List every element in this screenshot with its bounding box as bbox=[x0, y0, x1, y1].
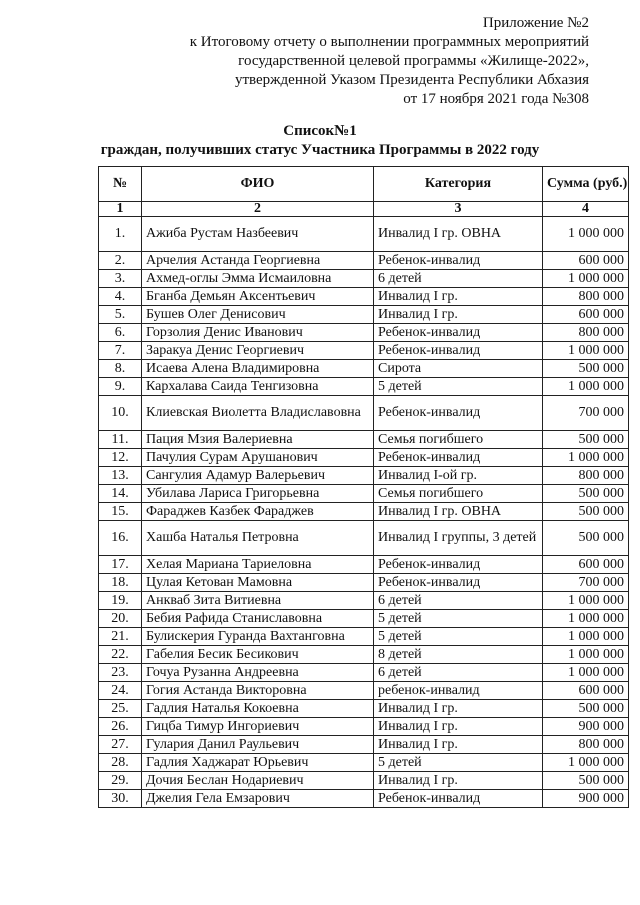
appendix-header bbox=[150, 14, 589, 109]
row-number: 11. bbox=[99, 431, 142, 449]
table-row bbox=[99, 378, 629, 396]
row-category: Сирота bbox=[374, 360, 543, 378]
row-number: 10. bbox=[99, 396, 142, 431]
table-row bbox=[99, 682, 629, 700]
table-row bbox=[99, 431, 629, 449]
table-row bbox=[99, 556, 629, 574]
row-sum: 1 000 000 bbox=[543, 217, 629, 252]
list-title: Список№1 bbox=[283, 123, 357, 139]
row-sum: 500 000 bbox=[543, 700, 629, 718]
row-number: 7. bbox=[99, 342, 142, 360]
table-row bbox=[99, 772, 629, 790]
table-row bbox=[99, 574, 629, 592]
row-name: Горзолия Денис Иванович bbox=[142, 324, 374, 342]
row-sum: 1 000 000 bbox=[543, 342, 629, 360]
row-category: Семья погибшего bbox=[374, 431, 543, 449]
header-category: Категория bbox=[374, 167, 543, 202]
row-sum: 500 000 bbox=[543, 431, 629, 449]
row-name: Габелия Бесик Бесикович bbox=[142, 646, 374, 664]
row-name: Кархалава Саида Тенгизовна bbox=[142, 378, 374, 396]
table-row bbox=[99, 700, 629, 718]
row-number: 12. bbox=[99, 449, 142, 467]
index-cell: 3 bbox=[374, 202, 543, 217]
table-row bbox=[99, 628, 629, 646]
row-sum: 800 000 bbox=[543, 736, 629, 754]
table-row bbox=[99, 360, 629, 378]
row-category: Ребенок-инвалид bbox=[374, 449, 543, 467]
row-category: Инвалид I гр. bbox=[374, 700, 543, 718]
table-row bbox=[99, 664, 629, 682]
row-number: 21. bbox=[99, 628, 142, 646]
table-row bbox=[99, 449, 629, 467]
appendix-line: к Итоговому отчету о выполнении программных мероприятий bbox=[189, 34, 589, 50]
row-sum: 500 000 bbox=[543, 503, 629, 521]
row-sum: 900 000 bbox=[543, 790, 629, 808]
appendix-line: государственной целевой программы «Жилище-2022», bbox=[238, 53, 589, 69]
row-category: Ребенок-инвалид bbox=[374, 252, 543, 270]
appendix-line: от 17 ноября 2021 года №308 bbox=[403, 91, 589, 107]
row-category: Ребенок-инвалид bbox=[374, 556, 543, 574]
row-category: Ребенок-инвалид bbox=[374, 396, 543, 431]
row-number: 8. bbox=[99, 360, 142, 378]
row-number: 9. bbox=[99, 378, 142, 396]
table-row bbox=[99, 754, 629, 772]
row-sum: 1 000 000 bbox=[543, 449, 629, 467]
row-number: 27. bbox=[99, 736, 142, 754]
row-number: 5. bbox=[99, 306, 142, 324]
table-row bbox=[99, 252, 629, 270]
participants-table bbox=[98, 166, 629, 808]
list-subtitle: граждан, получивших статус Участника Программы в 2022 году bbox=[100, 142, 540, 158]
row-number: 1. bbox=[99, 217, 142, 252]
row-name: Бушев Олег Денисович bbox=[142, 306, 374, 324]
row-number: 22. bbox=[99, 646, 142, 664]
table-row bbox=[99, 306, 629, 324]
row-sum: 1 000 000 bbox=[543, 592, 629, 610]
table-body bbox=[99, 217, 629, 808]
row-name: Заракуа Денис Георгиевич bbox=[142, 342, 374, 360]
table-row bbox=[99, 503, 629, 521]
row-number: 6. bbox=[99, 324, 142, 342]
row-name: Гадлия Хаджарат Юрьевич bbox=[142, 754, 374, 772]
row-sum: 1 000 000 bbox=[543, 270, 629, 288]
row-category: Инвалид I гр. bbox=[374, 736, 543, 754]
row-category: Ребенок-инвалид bbox=[374, 574, 543, 592]
row-category: 5 детей bbox=[374, 378, 543, 396]
row-category: 6 детей bbox=[374, 592, 543, 610]
row-sum: 500 000 bbox=[543, 521, 629, 556]
row-name: Бебия Рафида Станиславовна bbox=[142, 610, 374, 628]
table-row bbox=[99, 270, 629, 288]
row-name: Гулария Данил Раульевич bbox=[142, 736, 374, 754]
table-row bbox=[99, 736, 629, 754]
row-sum: 500 000 bbox=[543, 360, 629, 378]
table-row bbox=[99, 485, 629, 503]
row-number: 24. bbox=[99, 682, 142, 700]
row-sum: 800 000 bbox=[543, 467, 629, 485]
row-sum: 500 000 bbox=[543, 485, 629, 503]
row-sum: 600 000 bbox=[543, 682, 629, 700]
row-number: 20. bbox=[99, 610, 142, 628]
row-name: Цулая Кетован Мамовна bbox=[142, 574, 374, 592]
table-row bbox=[99, 342, 629, 360]
row-category: Инвалид I гр. bbox=[374, 718, 543, 736]
table-row bbox=[99, 396, 629, 431]
row-number: 28. bbox=[99, 754, 142, 772]
row-name: Гогия Астанда Викторовна bbox=[142, 682, 374, 700]
row-name: Булискерия Гуранда Вахтанговна bbox=[142, 628, 374, 646]
row-sum: 500 000 bbox=[543, 772, 629, 790]
row-category: Инвалид I группы, 3 детей bbox=[374, 521, 543, 556]
row-name: Джелия Гела Емзарович bbox=[142, 790, 374, 808]
row-name: Бганба Демьян Аксентьевич bbox=[142, 288, 374, 306]
row-number: 13. bbox=[99, 467, 142, 485]
row-name: Убилава Лариса Григорьевна bbox=[142, 485, 374, 503]
table-row bbox=[99, 790, 629, 808]
row-category: Семья погибшего bbox=[374, 485, 543, 503]
row-sum: 800 000 bbox=[543, 324, 629, 342]
row-sum: 600 000 bbox=[543, 306, 629, 324]
row-number: 2. bbox=[99, 252, 142, 270]
row-number: 25. bbox=[99, 700, 142, 718]
row-category: Ребенок-инвалид bbox=[374, 324, 543, 342]
row-category: Инвалид I-ой гр. bbox=[374, 467, 543, 485]
row-name: Гочуа Рузанна Андреевна bbox=[142, 664, 374, 682]
row-number: 19. bbox=[99, 592, 142, 610]
row-number: 4. bbox=[99, 288, 142, 306]
row-sum: 900 000 bbox=[543, 718, 629, 736]
row-sum: 1 000 000 bbox=[543, 646, 629, 664]
header-name: ФИО bbox=[142, 167, 374, 202]
row-category: Инвалид I гр. ОВНА bbox=[374, 217, 543, 252]
row-name: Пация Мзия Валериевна bbox=[142, 431, 374, 449]
row-name: Анкваб Зита Витиевна bbox=[142, 592, 374, 610]
row-number: 16. bbox=[99, 521, 142, 556]
table-row bbox=[99, 646, 629, 664]
row-name: Фараджев Казбек Фараджев bbox=[142, 503, 374, 521]
table-row bbox=[99, 324, 629, 342]
row-name: Ахмед-оглы Эмма Исмаиловна bbox=[142, 270, 374, 288]
row-name: Гадлия Наталья Кокоевна bbox=[142, 700, 374, 718]
row-name: Хашба Наталья Петровна bbox=[142, 521, 374, 556]
appendix-line: Приложение №2 bbox=[482, 15, 589, 31]
row-category: ребенок-инвалид bbox=[374, 682, 543, 700]
row-number: 29. bbox=[99, 772, 142, 790]
table-row bbox=[99, 467, 629, 485]
row-number: 3. bbox=[99, 270, 142, 288]
row-number: 18. bbox=[99, 574, 142, 592]
row-name: Клиевская Виолетта Владиславовна bbox=[142, 396, 374, 431]
row-sum: 1 000 000 bbox=[543, 628, 629, 646]
row-category: 5 детей bbox=[374, 754, 543, 772]
row-sum: 600 000 bbox=[543, 252, 629, 270]
row-sum: 800 000 bbox=[543, 288, 629, 306]
row-name: Хелая Мариана Тариеловна bbox=[142, 556, 374, 574]
row-name: Пачулия Сурам Арушанович bbox=[142, 449, 374, 467]
row-sum: 1 000 000 bbox=[543, 754, 629, 772]
row-number: 17. bbox=[99, 556, 142, 574]
row-name: Дочия Беслан Нодариевич bbox=[142, 772, 374, 790]
header-sum: Сумма (руб.) bbox=[543, 167, 629, 202]
row-name: Ажиба Рустам Назбеевич bbox=[142, 217, 374, 252]
row-category: 5 детей bbox=[374, 610, 543, 628]
header-number: № bbox=[99, 167, 142, 202]
index-cell: 1 bbox=[99, 202, 142, 217]
table-row bbox=[99, 521, 629, 556]
row-category: Инвалид I гр. bbox=[374, 306, 543, 324]
row-number: 30. bbox=[99, 790, 142, 808]
table-row bbox=[99, 718, 629, 736]
row-category: Инвалид I гр. ОВНА bbox=[374, 503, 543, 521]
row-category: 6 детей bbox=[374, 664, 543, 682]
row-sum: 1 000 000 bbox=[543, 378, 629, 396]
index-cell: 4 bbox=[543, 202, 629, 217]
row-number: 15. bbox=[99, 503, 142, 521]
row-sum: 600 000 bbox=[543, 556, 629, 574]
row-category: 6 детей bbox=[374, 270, 543, 288]
row-sum: 1 000 000 bbox=[543, 664, 629, 682]
table-header-row bbox=[99, 167, 629, 202]
index-cell: 2 bbox=[142, 202, 374, 217]
appendix-line: утвержденной Указом Президента Республики Абхазия bbox=[234, 72, 589, 88]
row-number: 14. bbox=[99, 485, 142, 503]
row-category: Инвалид I гр. bbox=[374, 772, 543, 790]
row-category: Ребенок-инвалид bbox=[374, 790, 543, 808]
row-name: Арчелия Астанда Георгиевна bbox=[142, 252, 374, 270]
list-heading bbox=[40, 122, 600, 160]
row-category: 5 детей bbox=[374, 628, 543, 646]
row-sum: 1 000 000 bbox=[543, 610, 629, 628]
row-name: Гицба Тимур Ингориевич bbox=[142, 718, 374, 736]
row-category: 8 детей bbox=[374, 646, 543, 664]
table-index-row bbox=[99, 202, 629, 217]
table-row bbox=[99, 217, 629, 252]
table-row bbox=[99, 288, 629, 306]
row-name: Исаева Алена Владимировна bbox=[142, 360, 374, 378]
row-category: Ребенок-инвалид bbox=[374, 342, 543, 360]
row-category: Инвалид I гр. bbox=[374, 288, 543, 306]
table-row bbox=[99, 610, 629, 628]
row-sum: 700 000 bbox=[543, 396, 629, 431]
row-sum: 700 000 bbox=[543, 574, 629, 592]
table-row bbox=[99, 592, 629, 610]
row-number: 23. bbox=[99, 664, 142, 682]
row-name: Сангулия Адамур Валерьевич bbox=[142, 467, 374, 485]
row-number: 26. bbox=[99, 718, 142, 736]
